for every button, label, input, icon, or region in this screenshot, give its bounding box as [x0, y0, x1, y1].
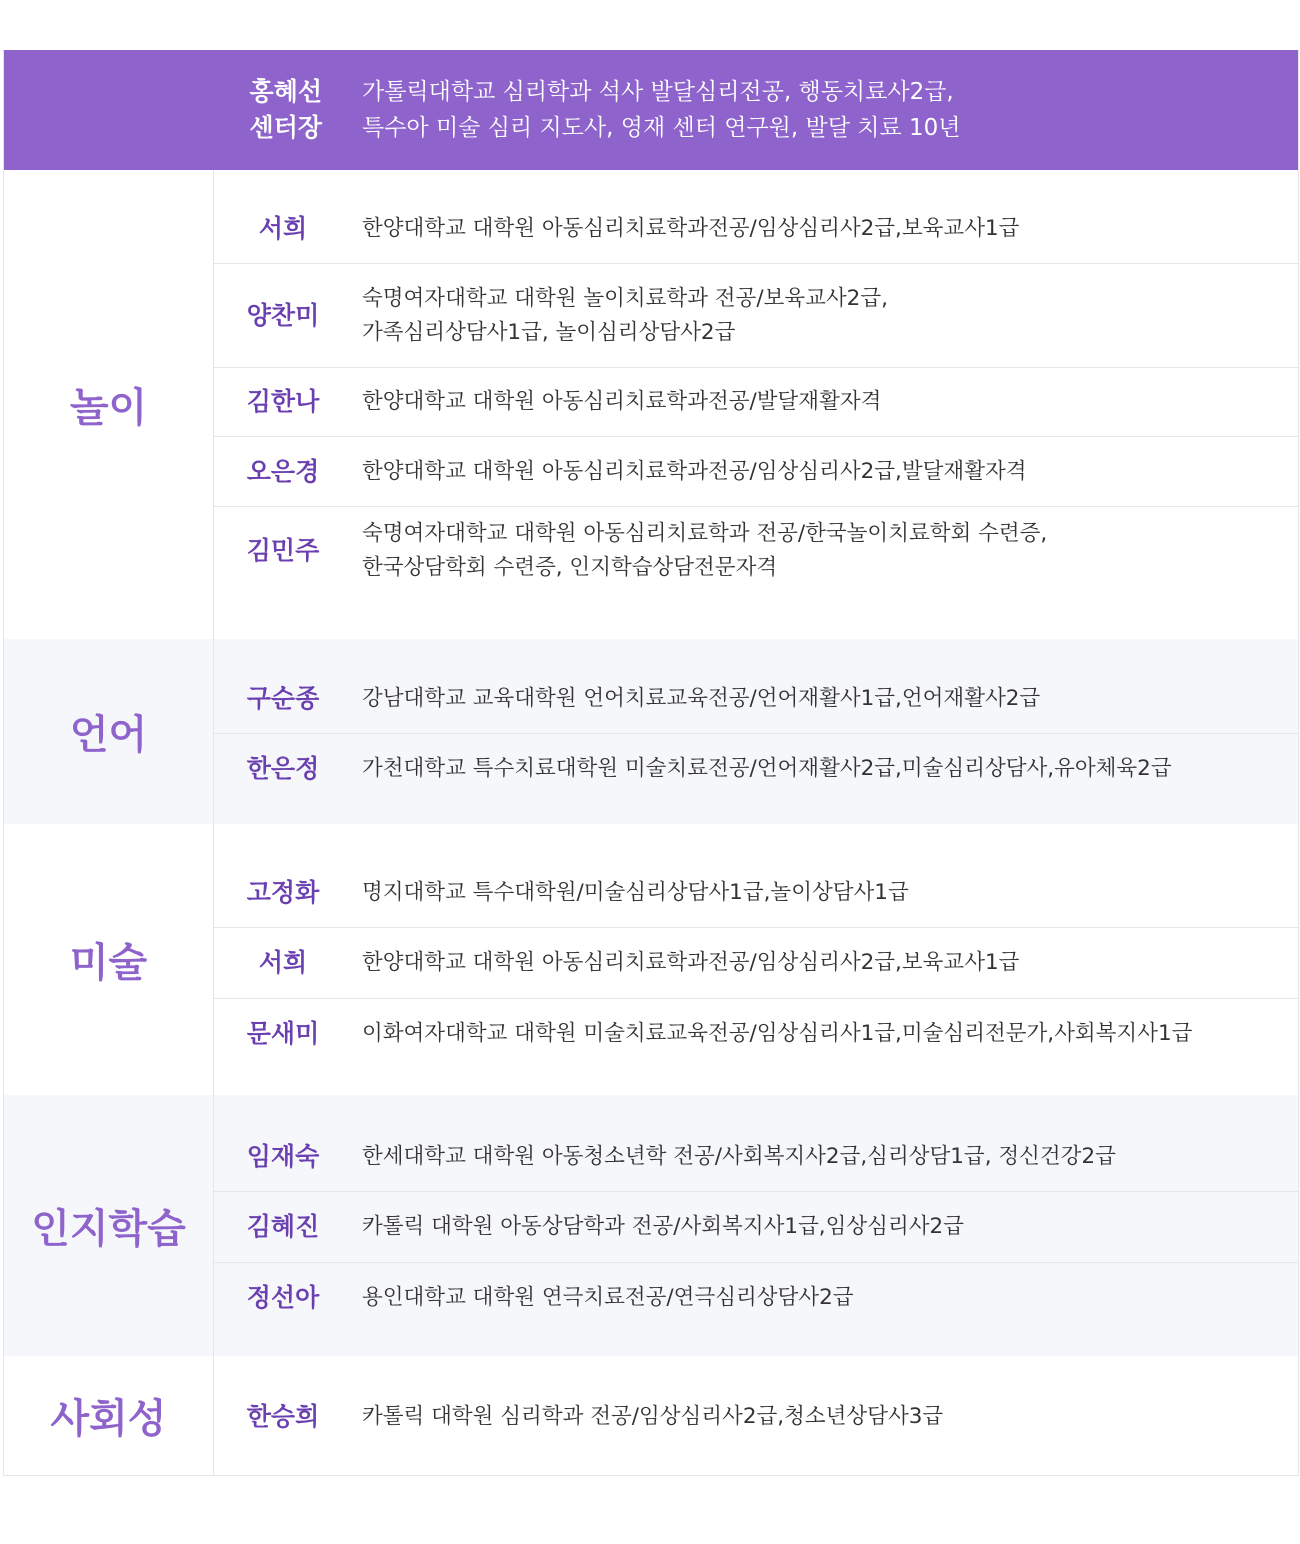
- credential-line: 강남대학교 교육대학원 언어치료교육전공/언어재활사1급,언어재활사2급: [362, 685, 1041, 711]
- therapist-credentials: [352, 1140, 1116, 1174]
- therapist-credentials: [352, 1400, 943, 1434]
- therapist-name: 문새미: [246, 1019, 320, 1048]
- category-label: 인지학습: [4, 1095, 214, 1356]
- category-label: 미술: [4, 824, 214, 1095]
- director-header: [4, 50, 1298, 170]
- therapist-list: [214, 1356, 1298, 1475]
- director-name: [4, 74, 352, 146]
- therapist-row: [214, 507, 1298, 594]
- therapist-row: [214, 1263, 1298, 1333]
- therapist-list: [214, 639, 1298, 824]
- therapist-credentials: [352, 946, 1019, 980]
- therapist-credentials: [352, 682, 1040, 716]
- credential-line: 숙명여자대학교 대학원 아동심리치료학과 전공/한국놀이치료학회 수련증,: [362, 520, 1048, 546]
- therapist-list: [214, 824, 1298, 1095]
- credential-line: 한양대학교 대학원 아동심리치료학과전공/임상심리사2급,보육교사1급: [362, 950, 1020, 975]
- therapist-row: [214, 368, 1298, 437]
- director-desc-line: 가톨릭대학교 심리학과 석사 발달심리전공, 행동치료사2급,: [362, 79, 954, 105]
- therapist-credentials: [352, 876, 909, 910]
- therapist-name: 구순종: [246, 683, 320, 713]
- credential-line: 한양대학교 대학원 아동심리치료학과전공/임상심리사2급,발달재활자격: [362, 458, 1027, 484]
- category-label: 언어: [4, 639, 214, 824]
- therapist-name: 임재숙: [246, 1141, 320, 1171]
- therapist-row: [214, 437, 1298, 507]
- therapist-name: 서희: [258, 948, 308, 977]
- therapist-name: 한승희: [246, 1401, 320, 1431]
- director-description: [352, 74, 960, 146]
- therapist-credentials: [352, 385, 881, 419]
- credential-line: 한세대학교 대학원 아동청소년학 전공/사회복지사2급,심리상담1급, 정신건강2급: [362, 1143, 1116, 1169]
- therapist-credentials: [352, 752, 1172, 786]
- credential-line: 숙명여자대학교 대학원 놀이치료학과 전공/보육교사2급,: [362, 285, 888, 311]
- credential-line: 용인대학교 대학원 연극치료전공/연극심리상담사2급: [362, 1285, 854, 1310]
- section-play: [4, 170, 1298, 639]
- therapist-name: 한은정: [246, 754, 320, 783]
- credential-line: 가천대학교 특수치료대학원 미술치료전공/언어재활사2급,미술심리상담사,유아체육2급: [362, 756, 1172, 781]
- therapist-credentials: [352, 1281, 854, 1315]
- category-label: 놀이: [4, 170, 214, 639]
- credential-line: 한국상담학회 수련증, 인지학습상담전문자격: [362, 554, 778, 580]
- section-art: [4, 824, 1298, 1095]
- therapist-row: [214, 1380, 1298, 1453]
- therapist-name: 정선아: [246, 1283, 320, 1312]
- therapist-row: [214, 928, 1298, 999]
- therapist-row: [214, 999, 1298, 1069]
- section-language: [4, 639, 1298, 824]
- therapist-row: [214, 195, 1298, 264]
- staff-table: [3, 50, 1299, 1476]
- section-social: [4, 1356, 1298, 1475]
- credential-line: 명지대학교 특수대학원/미술심리상담사1급,놀이상담사1급: [362, 879, 909, 905]
- therapist-name: 김혜진: [246, 1212, 320, 1241]
- director-desc-line: 특수아 미술 심리 지도사, 영재 센터 연구원, 발달 치료 10년: [362, 115, 961, 141]
- credential-line: 이화여자대학교 대학원 미술치료교육전공/임상심리사1급,미술심리전문가,사회복지사1급: [362, 1021, 1193, 1046]
- category-label: 사회성: [4, 1356, 214, 1475]
- therapist-credentials: [352, 455, 1027, 489]
- therapist-name: 고정화: [246, 877, 320, 907]
- therapist-name: 서희: [258, 214, 308, 243]
- therapist-name: 오은경: [246, 456, 320, 486]
- therapist-credentials: [352, 1017, 1192, 1051]
- director-title-line: 센터장: [249, 113, 322, 142]
- director-name-line: 홍혜선: [249, 77, 322, 106]
- therapist-row: [214, 858, 1298, 928]
- therapist-row: [214, 1122, 1298, 1192]
- therapist-name: 양찬미: [246, 300, 320, 330]
- therapist-list: [214, 1095, 1298, 1356]
- section-cognitive-learning: [4, 1095, 1298, 1356]
- therapist-credentials: [352, 517, 1047, 585]
- therapist-credentials: [352, 1210, 964, 1244]
- credential-line: 한양대학교 대학원 아동심리치료학과전공/발달재활자격: [362, 389, 882, 414]
- therapist-row: [214, 734, 1298, 804]
- therapist-name: 김한나: [246, 387, 320, 416]
- therapist-row: [214, 664, 1298, 734]
- therapist-row: [214, 1192, 1298, 1263]
- credential-line: 한양대학교 대학원 아동심리치료학과전공/임상심리사2급,보육교사1급: [362, 216, 1020, 241]
- therapist-credentials: [352, 212, 1019, 246]
- credential-line: 가족심리상담사1급, 놀이심리상담사2급: [362, 319, 736, 345]
- credential-line: 카톨릭 대학원 아동상담학과 전공/사회복지사1급,임상심리사2급: [362, 1214, 964, 1239]
- therapist-credentials: [352, 282, 888, 350]
- therapist-name: 김민주: [246, 535, 320, 565]
- credential-line: 카톨릭 대학원 심리학과 전공/임상심리사2급,청소년상담사3급: [362, 1403, 944, 1429]
- therapist-row: [214, 264, 1298, 368]
- therapist-list: [214, 170, 1298, 639]
